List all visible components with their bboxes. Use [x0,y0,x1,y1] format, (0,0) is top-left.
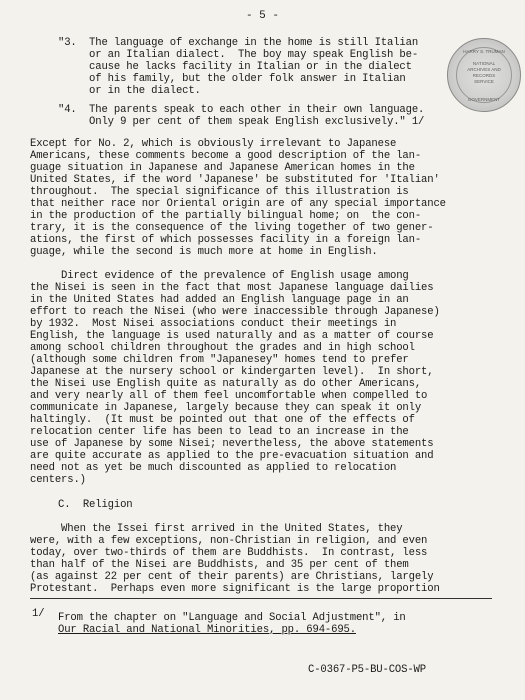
body-line: need not as yet be much discounted as applied to relocation [30,462,397,474]
archive-stamp-seal [447,38,521,112]
body-line: throughout. The special significance of this illustration is [30,186,409,198]
body-line: among school children throughout the grades and in high school [30,342,415,354]
body-line: relocation center life has been to lead to an increase in the [30,426,409,438]
stamp-text-4: RECORDS [472,73,496,78]
body-line: or in the dialect. [58,85,201,97]
body-line: than half of the Nisei are Buddhists, and 35 per cent of them [30,559,409,571]
body-line: cause he lacks facility in Italian or in the dialect [58,61,412,73]
body-line: ations, the first of which possesses facility in a foreign lan- [30,234,422,246]
body-line: of his family, but the older folk answer in Italian [58,73,406,85]
body-line: (although some children from "Japanesey" homes tend to prefer [30,354,409,366]
body-line: or an Italian dialect. The boy may speak English be- [58,49,419,61]
body-line: and very nearly all of them feel uncomfortable when compelled to [30,390,428,402]
body-line: in the production of the partially bilingual home; on the con- [30,210,422,222]
body-line: by 1932. Most Nisei associations conduct their meetings in [30,318,397,330]
body-line: were, with a few exceptions, non-Christian in religion, and even [30,535,428,547]
stamp-text-3: ARCHIVES AND [467,67,501,72]
footnote-marker: 1/ [32,608,45,620]
body-line: Only 9 per cent of them speak English exclusively." 1/ [58,116,425,128]
footnote-line-2: Our Racial and National Minorities, pp. 694-695. [58,624,356,636]
body-line: that neither race nor Oriental origin are of any special importance [30,198,446,210]
body-line: English, the language is used naturally and as a matter of course [30,330,434,342]
stamp-text-2: NATIONAL [472,61,496,66]
body-line: "4. The parents speak to each other in their own language. [58,104,425,116]
body-line: communicate in Japanese, largely because they can speak it only [30,402,422,414]
body-line: guage, while the second is much more at home in English. [30,246,378,258]
body-line: centers.) [30,474,86,486]
body-line: "3. The language of exchange in the home is still Italian [58,37,419,49]
body-line: When the Issei first arrived in the United States, they [30,523,403,535]
body-line: Protestant. Perhaps even more significant is the large proportion [30,583,440,595]
body-line: haltingly. (It must be pointed out that one of the effects of [30,414,415,426]
body-line: today, over two-thirds of them are Buddhists. In contrast, less [30,547,428,559]
body-line: trary, it is the consequence of the living together of two gener- [30,222,434,234]
body-line: guage situation in Japanese and Japanese American homes in the [30,162,415,174]
body-line: (as against 22 per cent of their parents) are Christians, largely [30,571,434,583]
footnote-divider [30,598,492,599]
page-number: - 5 - [245,10,279,22]
body-line: are quite accurate as applied to the pre-evacuation situation and [30,450,434,462]
body-line: Japanese at the nursery school or kindergarten level). In short, [30,366,434,378]
body-line: United States, if the word 'Japanese' be substituted for 'Italian' [30,174,440,186]
body-line: use of Japanese by some Nisei; nevertheless, the above statements [30,438,434,450]
stamp-text-5: SERVICE [474,79,494,84]
body-line: Direct evidence of the prevalence of English usage among [30,270,409,282]
body-line: in the United States had added an English language page in an [30,294,409,306]
body-line: the Nisei is seen in the fact that most Japanese language dailies [30,282,434,294]
document-code: C-0367-P5-BU-COS-WP [308,664,426,676]
section-heading-religion: C. Religion [58,499,133,511]
stamp-text-1: HARRY S. TRUMAN [463,49,505,54]
footnote-line-1: From the chapter on "Language and Social Adjustment", in [58,612,406,624]
body-line: effort to reach the Nisei (who were inaccessible through Japanese) [30,306,440,318]
stamp-text-6: GOVERNMENT [467,97,501,102]
body-line: the Nisei use English quite as naturally as do other Americans, [30,378,422,390]
body-line: Except for No. 2, which is obviously irrelevant to Japanese [30,138,397,150]
body-line: Americans, these comments become a good description of the lan- [30,150,422,162]
